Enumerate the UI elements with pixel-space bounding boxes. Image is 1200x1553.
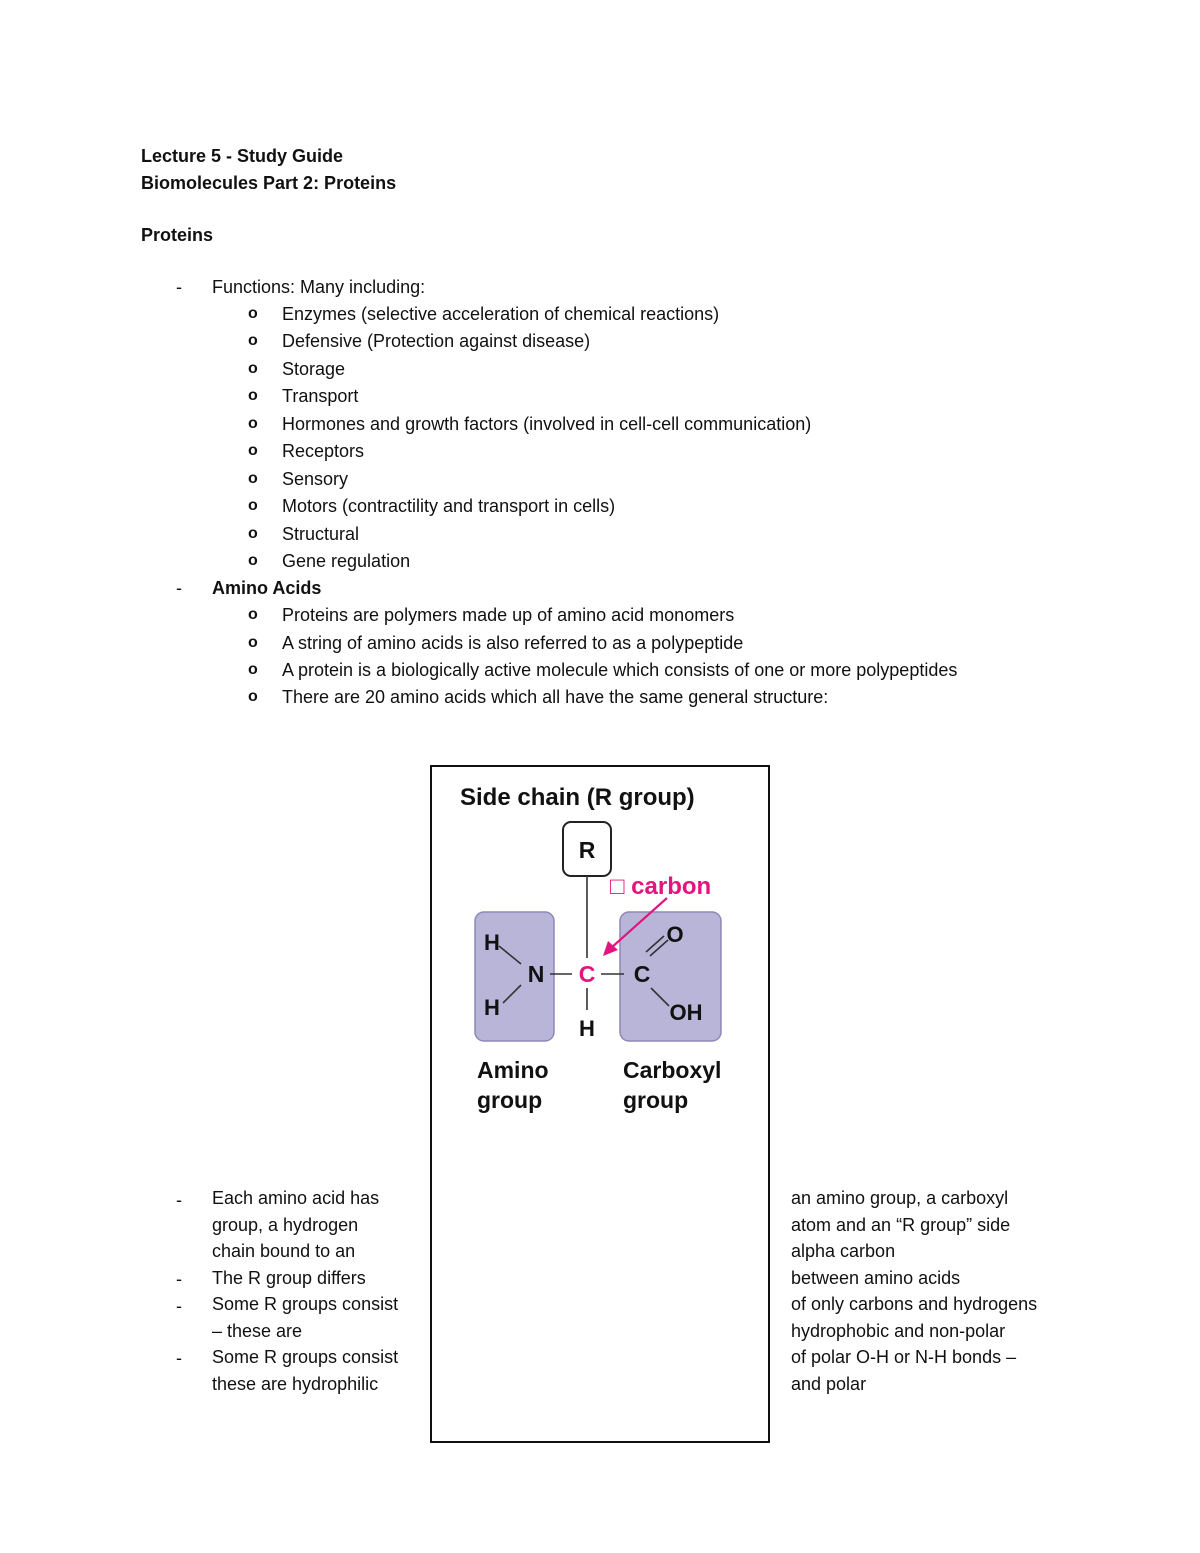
amino-acids-label: Amino Acids xyxy=(212,578,322,598)
o-bullet: o xyxy=(248,661,258,678)
o-bullet: o xyxy=(248,305,258,322)
o-bullet: o xyxy=(248,415,258,432)
right-column-line: an amino group, a carboxyl xyxy=(791,1188,1009,1208)
right-column-line: alpha carbon xyxy=(791,1241,896,1261)
o-atom-label: O xyxy=(666,922,684,947)
amino-acid-item: There are 20 amino acids which all have the same general structure: xyxy=(282,687,829,707)
h-atom-label: H xyxy=(484,930,500,955)
dash-bullet: - xyxy=(176,1269,182,1289)
left-column-line: group, a hydrogen xyxy=(212,1215,359,1235)
dash-bullet: - xyxy=(176,277,182,297)
right-column-line: hydrophobic and non-polar xyxy=(791,1321,1006,1341)
function-item: Sensory xyxy=(282,469,349,489)
left-column-line: – these are xyxy=(212,1321,303,1341)
function-item: Transport xyxy=(282,386,359,406)
o-bullet: o xyxy=(248,360,258,377)
left-column-line: Some R groups consist xyxy=(212,1347,399,1367)
dash-bullet: - xyxy=(176,1348,182,1368)
o-bullet: o xyxy=(248,688,258,705)
dash-bullet: - xyxy=(176,1296,182,1316)
amino-group-label: Amino xyxy=(477,1057,549,1083)
carboxyl-carbon-label: C xyxy=(633,961,651,987)
right-column-line: between amino acids xyxy=(791,1268,961,1288)
right-column-line: of only carbons and hydrogens xyxy=(791,1294,1038,1314)
left-column-line: these are hydrophilic xyxy=(212,1374,379,1394)
amino-acid-item: A string of amino acids is also referred to as a polypeptide xyxy=(282,633,744,653)
alpha-carbon-label: □ carbon xyxy=(610,873,712,900)
oh-label: OH xyxy=(669,1000,703,1025)
o-bullet: o xyxy=(248,387,258,404)
left-column-line: Each amino acid has xyxy=(212,1188,380,1208)
left-column-line: Some R groups consist xyxy=(212,1294,399,1314)
o-bullet: o xyxy=(248,552,258,569)
function-item: Defensive (Protection against disease) xyxy=(282,331,591,351)
function-item: Receptors xyxy=(282,441,365,461)
amino-acid-item: Proteins are polymers made up of amino acid monomers xyxy=(282,605,735,625)
n-atom-label: N xyxy=(527,961,545,987)
alpha-carbon-atom: C xyxy=(578,961,596,987)
r-label: R xyxy=(578,837,596,863)
dash-bullet: - xyxy=(176,1190,182,1210)
o-bullet: o xyxy=(248,332,258,349)
section-heading: Proteins xyxy=(141,225,214,245)
function-item: Structural xyxy=(282,524,360,544)
right-column-line: of polar O-H or N-H bonds – xyxy=(791,1347,1017,1367)
left-column-line: The R group differs xyxy=(212,1268,366,1288)
amino-group-label: group xyxy=(477,1087,543,1113)
function-item: Gene regulation xyxy=(282,551,411,571)
right-column-line: atom and an “R group” side xyxy=(791,1215,1011,1235)
amino-acid-structure-diagram xyxy=(455,778,745,1123)
function-item: Hormones and growth factors (involved in cell-cell communication) xyxy=(282,414,812,434)
function-item: Motors (contractility and transport in cells) xyxy=(282,496,616,516)
o-bullet: o xyxy=(248,634,258,651)
dash-bullet: - xyxy=(176,578,182,598)
o-bullet: o xyxy=(248,525,258,542)
left-column-line: chain bound to an xyxy=(212,1241,356,1261)
carboxyl-group-label: Carboxyl xyxy=(623,1057,722,1083)
o-bullet: o xyxy=(248,606,258,623)
o-bullet: o xyxy=(248,442,258,459)
document-title: Lecture 5 - Study Guide xyxy=(141,146,344,166)
h-atom-label: H xyxy=(579,1016,595,1041)
functions-label: Functions: Many including: xyxy=(212,277,426,297)
function-item: Storage xyxy=(282,359,346,379)
o-bullet: o xyxy=(248,470,258,487)
o-bullet: o xyxy=(248,497,258,514)
amino-acid-item: A protein is a biologically active molecule which consists of one or more polypeptides xyxy=(282,660,958,680)
diagram-title: Side chain (R group) xyxy=(460,784,695,811)
right-column-line: and polar xyxy=(791,1374,867,1394)
function-item: Enzymes (selective acceleration of chemical reactions) xyxy=(282,304,720,324)
document-subtitle: Biomolecules Part 2: Proteins xyxy=(141,173,397,193)
carboxyl-group-label: group xyxy=(623,1087,689,1113)
h-atom-label: H xyxy=(484,995,500,1020)
